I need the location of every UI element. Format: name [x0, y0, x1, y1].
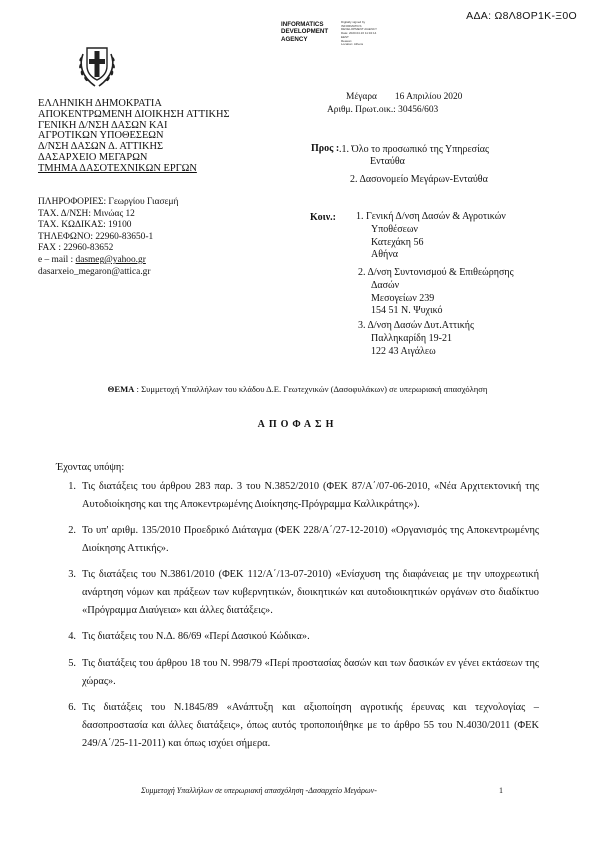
address-line: Αθήνα [371, 249, 399, 261]
authority-line: ΕΛΛΗΝΙΚΗ ΔΗΜΟΚΡΑΤΙΑ [38, 98, 162, 109]
protocol-number: Αριθμ. Πρωτ.οικ.: 30456/603 [327, 105, 439, 115]
copy-1: 1. Γενική Δ/νση Δασών & Αγροτικών [356, 211, 506, 222]
subject-label: ΘΕΜΑ [107, 384, 135, 394]
copy-3-address [371, 333, 452, 358]
agency-word: AGENCY [281, 35, 308, 43]
signature-line: EEST [341, 34, 349, 39]
list-item [56, 478, 539, 514]
address-line: 154 51 Ν. Ψυχικό [371, 305, 443, 317]
authority-line: Δ/ΝΣΗ ΔΑΣΩΝ Δ. ΑΤΤΙΚΗΣ [38, 141, 164, 153]
list-number: 4. [68, 631, 76, 643]
authority-line: ΑΓΡΟΤΙΚΩΝ ΥΠΟΘΕΣΕΩΝ [38, 130, 164, 142]
copy-3: 3. Δ/νση Δασών Δυτ.Αττικής [358, 320, 474, 331]
list-text: Τις διατάξεις του άρθρου 283 παρ. 3 του Ν.3852/2010 (ΦΕΚ 87/Α΄/07-06-2010, «Νέα Αρχιτεκτονική της Αυτοδιοίκησης και της Αποκεντρωμένης Διοίκησης-Πρόγραμμα Καλλικράτης»). [82, 481, 539, 510]
address-line: 122 43 Αιγάλεω [371, 345, 436, 357]
list-item [56, 628, 539, 646]
list-text: Τις διατάξεις του Ν.3861/2010 (ΦΕΚ 112/Α΄/13-07-2010) «Ενίσχυση της διαφάνειας με την υποχρεωτική ανάρτηση νόμων και πράξεων των κυβερνητικών, διοικητικών και αυτοδιοικητικών οργάνων στο διαδίκτυο «Πρόγραμμα Διαύγεια» και άλλες διατάξεις». [82, 569, 539, 616]
list-item [56, 566, 539, 619]
contact-info: ΠΛΗΡΟΦΟΡΙΕΣ: Γεωργίου Γιασεμή [38, 197, 179, 207]
address-line: Μεσογείων 239 [371, 292, 435, 304]
page-footer: Συμμετοχή Υπαλλήλων σε υπερωριακή απασχόληση -Δασαρχείο Μεγάρων- [141, 786, 377, 795]
recipient-1-cont: Ενταύθα [370, 156, 405, 167]
authority-line: ΓΕΝΙΚΗ Δ/ΝΣΗ ΔΑΣΩΝ ΚΑΙ [38, 119, 168, 131]
address-line: Κατεχάκη 56 [371, 236, 424, 248]
signature-line: INFORMATICS [341, 23, 362, 28]
subject-line [0, 384, 595, 394]
subject-text: : Συμμετοχή Υπαλλήλων του κλάδου Δ.Ε. Γεωτεχνικών (Δασοφυλάκων) σε υπερωριακή απασχόληση [134, 384, 488, 394]
place-date [346, 92, 462, 102]
recipient-1: .1. Όλο το προσωπικό της Υπηρεσίας [339, 144, 489, 155]
address-line: Παλληκαρίδη 19-21 [371, 333, 452, 344]
place-city: Μέγαρα [346, 92, 377, 102]
recipients-label: Προς : [311, 143, 340, 154]
document-title: ΑΠΟΦΑΣΗ [257, 419, 338, 430]
contact-phone: ΤΗΛΕΦΩΝΟ: 22960-83650-1 [38, 231, 154, 242]
list-text: Τις διατάξεις του Ν.1845/89 «Ανάπτυξη και αξιοποίηση αγροτικής έρευνας και τεχνολογίας – δασοπροστασία και άλλες διατάξεις», όπως αυτός τροποποιήθηκε με το άρθρο 55 του Ν.4030/2011 (ΦΕΚ 249/Α΄/25-11-2011) και όπως ισχύει σήμερα. [82, 701, 539, 749]
document-date: 16 Απριλίου 2020 [394, 92, 463, 102]
list-number: 3. [68, 569, 76, 581]
agency-word: DEVELOPMENT [281, 28, 329, 36]
contact-email-row [38, 255, 178, 267]
contact-postcode: ΤΑΧ. ΚΩΔΙΚΑΣ: 19100 [38, 220, 132, 231]
page-number: 1 [499, 786, 503, 795]
signature-line: DEVELOPMENT AGENCY [341, 27, 377, 32]
list-item [56, 655, 539, 691]
recipient-2: 2. Δασονομείο Μεγάρων-Ενταύθα [350, 174, 488, 185]
address-line: Δασών [371, 280, 400, 291]
copies-label: Κοιν.: [310, 212, 336, 223]
list-number: 1. [68, 481, 76, 492]
signature-line: Location: Athens [341, 42, 364, 47]
contact-address: ΤΑΧ. Δ/ΝΣΗ: Μινώας 12 [38, 208, 135, 219]
signature-line: Date: 2020.04.16 11:32:14 [341, 31, 377, 36]
having-regard-heading: Έχοντας υπόψη: [56, 462, 125, 473]
signature-details [341, 21, 377, 47]
copy-2: 2. Δ/νση Συντονισμού & Επιθεώρησης [358, 267, 514, 278]
copy-2-address [371, 280, 443, 318]
greek-coat-of-arms-icon [75, 40, 119, 90]
considerations-list [56, 478, 539, 761]
list-item [56, 699, 539, 752]
department-name: ΤΜΗΜΑ ΔΑΣΟΤΕΧΝΙΚΩΝ ΕΡΓΩΝ [38, 162, 197, 174]
contact-email-secondary: dasarxeio_megaron@attica.gr [38, 266, 151, 277]
agency-word: INFORMATICS [281, 21, 324, 28]
authority-line: ΔΑΣΑΡΧΕΙΟ ΜΕΓΑΡΩΝ [38, 151, 148, 163]
list-number: 2. [68, 525, 76, 537]
signature-line: Reason: [341, 38, 353, 43]
digital-signature-stamp [281, 21, 401, 51]
list-text: Το υπ' αριθμ. 135/2010 Προεδρικό Διάταγμα (ΦΕΚ 228/Α΄/27-12-2010) «Οργανισμός της Αποκεντρωμένης Διοίκησης Αττικής». [82, 525, 539, 554]
email-link[interactable]: dasmeg@yahoo.gr [75, 254, 146, 265]
authority-line: ΑΠΟΚΕΝΤΡΩΜΕΝΗ ΔΙΟΙΚΗΣΗ ΑΤΤΙΚΗΣ [38, 108, 230, 120]
contact-fax: FAX : 22960-83652 [38, 243, 114, 254]
list-number: 6. [68, 701, 76, 713]
contact-block [38, 197, 178, 278]
authority-block [38, 99, 230, 175]
ada-code: ΑΔΑ: Ω8Λ8ΟΡ1Κ-Ξ0Ο [466, 10, 577, 22]
email-label: e – mail : [38, 254, 76, 265]
signature-line: Digitally signed by [341, 20, 366, 24]
list-text: Τις διατάξεις του Ν.Δ. 86/69 «Περί Δασικού Κώδικα». [82, 631, 310, 643]
agency-name [281, 21, 328, 43]
list-text: Τις διατάξεις του άρθρου 18 του Ν. 998/79 «Περί προστασίας δασών και των δασικών εν γένει εκτάσεων της χώρας». [82, 657, 539, 687]
address-line: Υποθέσεων [371, 224, 418, 235]
copy-1-address [371, 224, 424, 262]
list-item [56, 522, 539, 558]
list-number: 5. [68, 657, 76, 669]
